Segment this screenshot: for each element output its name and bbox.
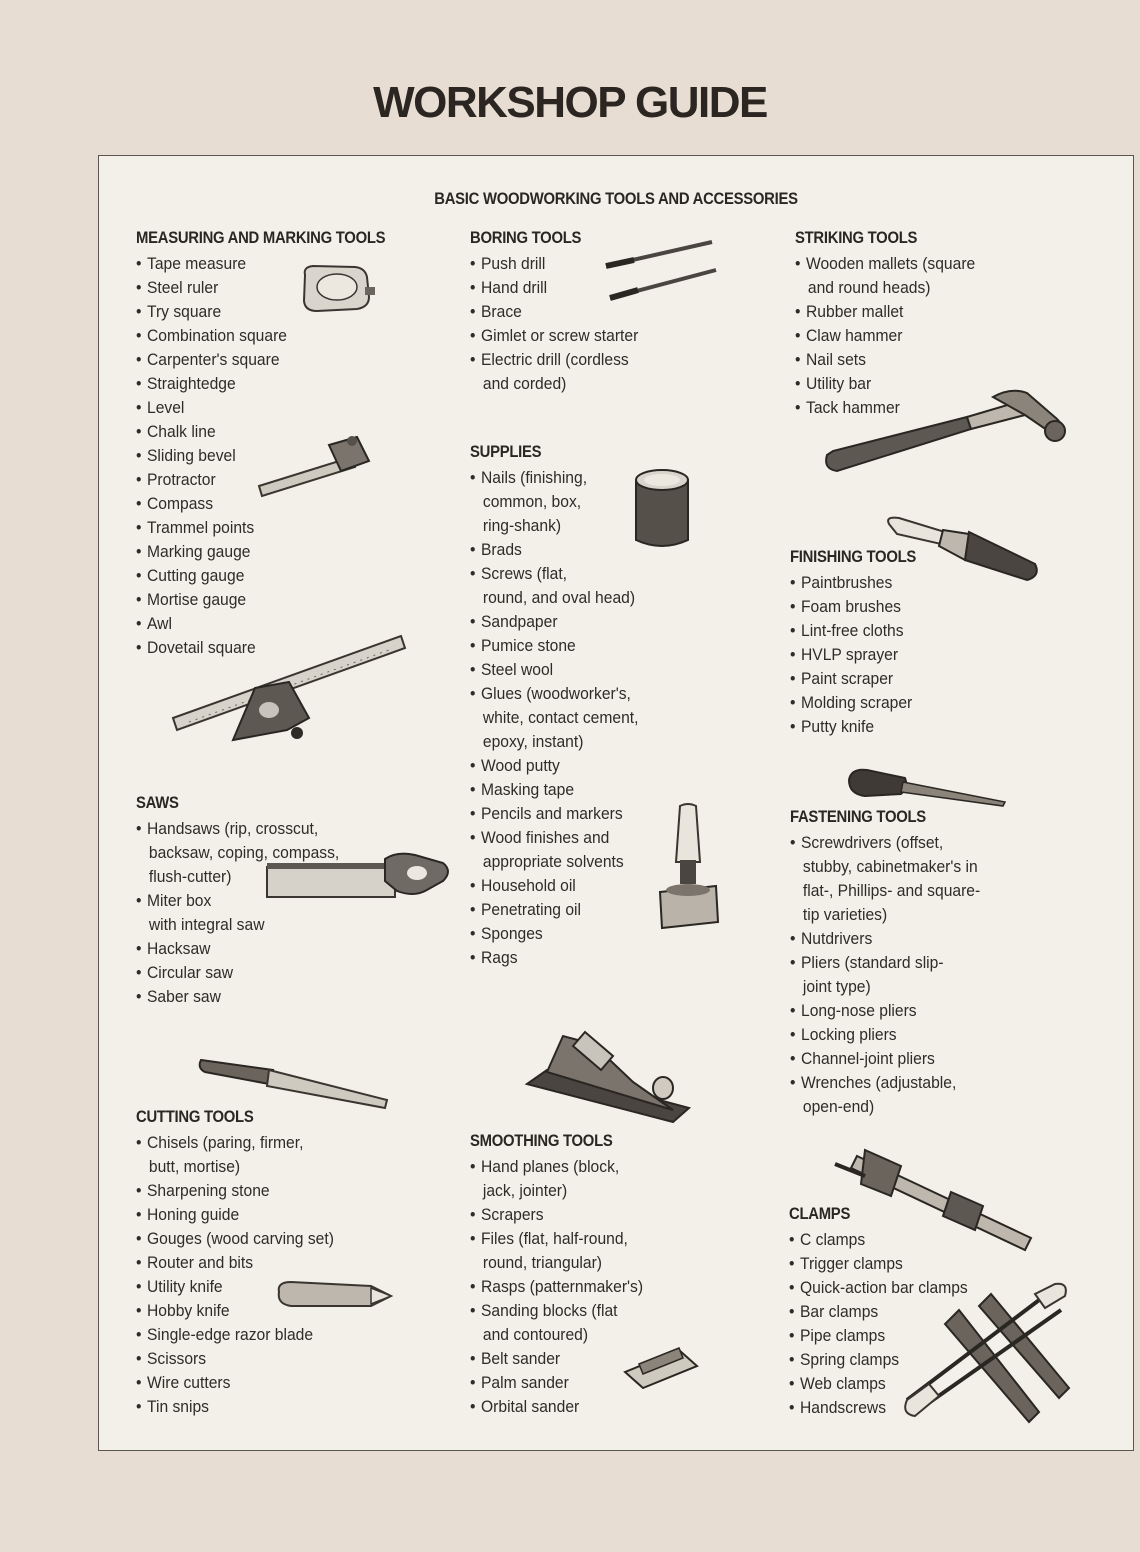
list-item: • Channel-joint pliers: [790, 1047, 980, 1071]
list-item: • Awl: [136, 612, 391, 636]
utility-knife-icon: [275, 1276, 395, 1310]
list-item-continuation: with integral saw: [148, 915, 265, 934]
list-item-continuation: and corded): [482, 374, 567, 393]
list-item: • Handsaws (rip, crosscut,: [136, 817, 339, 841]
push-drill-icon: [604, 238, 719, 300]
list-item: • C clamps: [789, 1228, 968, 1252]
list-item: • Steel wool: [470, 658, 638, 682]
list-item: • Trammel points: [136, 516, 391, 540]
list-item-continuation: joint type): [802, 977, 871, 996]
list-item: • Tin snips: [136, 1395, 334, 1419]
list-item: • Miter box: [136, 889, 339, 913]
list-item: • Honing guide: [136, 1203, 334, 1227]
section-supplies: [470, 443, 653, 970]
list-item: • Router and bits: [136, 1251, 334, 1275]
list-item: • Penetrating oil: [470, 898, 638, 922]
list-item-continuation: appropriate solvents: [482, 852, 624, 871]
list-item: • Protractor: [136, 468, 391, 492]
list-item: • Rasps (patternmaker's): [470, 1275, 643, 1299]
list-item: • Single-edge razor blade: [136, 1323, 334, 1347]
list-item-continuation: and contoured): [482, 1325, 589, 1344]
list-item: • Molding scraper: [790, 691, 919, 715]
list-item: • Bar clamps: [789, 1300, 968, 1324]
list-item: • Rubber mallet: [795, 300, 975, 324]
list-item: • Trigger clamps: [789, 1252, 968, 1276]
list-item: • Sandpaper: [470, 610, 638, 634]
list-item: • Putty knife: [790, 715, 919, 739]
list-item: • Screwdrivers (offset,: [790, 831, 980, 855]
bar-clamp-icon: [831, 1146, 1041, 1256]
list-item: • Scissors: [136, 1347, 334, 1371]
list-item-continuation: stubby, cabinetmaker's in: [802, 857, 978, 876]
list-item-continuation: backsaw, coping, compass,: [148, 843, 340, 862]
list-item: • Electric drill (cordless: [470, 348, 638, 372]
list-item: • Nail sets: [795, 348, 975, 372]
list-item: • Steel ruler: [136, 276, 391, 300]
paintbrush-icon: [885, 512, 1045, 594]
list-item: • Wire cutters: [136, 1371, 334, 1395]
list-item: • Wood finishes and: [470, 826, 638, 850]
list-item: • Foam brushes: [790, 595, 919, 619]
sanding-block-icon: [621, 1342, 701, 1392]
list-item-continuation: ring-shank): [482, 516, 562, 535]
list-item: • HVLP sprayer: [790, 643, 919, 667]
cutting-list: [136, 1131, 351, 1419]
list-item: • Brace: [470, 300, 638, 324]
list-item: • Screws (flat,: [470, 562, 638, 586]
list-item: • Palm sander: [470, 1371, 643, 1395]
list-item: • Sanding blocks (flat: [470, 1299, 643, 1323]
list-item: • Masking tape: [470, 778, 638, 802]
section-heading: CUTTING TOOLS: [136, 1108, 254, 1126]
list-item: • Chalk line: [136, 420, 391, 444]
section-heading: FINISHING TOOLS: [790, 548, 917, 566]
list-item: • Hacksaw: [136, 937, 339, 961]
list-item: • Web clamps: [789, 1372, 968, 1396]
list-item-continuation: white, contact cement,: [482, 708, 639, 727]
section-heading: FASTENING TOOLS: [790, 808, 926, 826]
list-item: • Handscrews: [789, 1396, 968, 1420]
paint-can-icon: [632, 466, 692, 552]
section-heading: STRIKING TOOLS: [795, 229, 918, 247]
section-heading: SAWS: [136, 794, 179, 812]
list-item-continuation: flush-cutter): [148, 867, 232, 886]
list-item: • Pipe clamps: [789, 1324, 968, 1348]
list-item: • Wrenches (adjustable,: [790, 1071, 980, 1095]
list-item: • Utility bar: [795, 372, 975, 396]
list-item: • Marking gauge: [136, 540, 391, 564]
list-item: • Spring clamps: [789, 1348, 968, 1372]
list-item-continuation: tip varieties): [802, 905, 888, 924]
fastening-list: [790, 831, 997, 1119]
list-item: • Hand planes (block,: [470, 1155, 643, 1179]
hand-plane-icon: [523, 1026, 693, 1130]
list-item: • Rags: [470, 946, 638, 970]
list-item-continuation: round, and oval head): [482, 588, 636, 607]
guide-subtitle: BASIC WOODWORKING TOOLS AND ACCESSORIES: [434, 190, 798, 208]
list-item-continuation: round, triangular): [482, 1253, 602, 1272]
section-heading: CLAMPS: [789, 1205, 851, 1223]
list-item: • Quick-action bar clamps: [789, 1276, 968, 1300]
list-item: • Saber saw: [136, 985, 339, 1009]
list-item: • Paint scraper: [790, 667, 919, 691]
list-item: • Gouges (wood carving set): [136, 1227, 334, 1251]
list-item: • Tape measure: [136, 252, 391, 276]
page-title: WORKSHOP GUIDE: [373, 78, 767, 127]
marking-gauge-icon: [257, 431, 377, 503]
list-item: • Push drill: [470, 252, 638, 276]
list-item: • Carpenter's square: [136, 348, 391, 372]
list-item: • Pliers (standard slip-: [790, 951, 980, 975]
list-item: • Nails (finishing,: [470, 466, 638, 490]
oil-bottle-icon: [654, 802, 726, 930]
list-item: • Compass: [136, 492, 391, 516]
section-heading: SMOOTHING TOOLS: [470, 1132, 613, 1150]
list-item-continuation: flat-, Phillips- and square-: [802, 881, 981, 900]
finishing-list: [790, 571, 930, 739]
guide-panel: [98, 155, 1134, 1451]
list-item: • Hobby knife: [136, 1299, 334, 1323]
tape-measure-icon: [297, 261, 382, 321]
list-item: • Mortise gauge: [136, 588, 391, 612]
screwdriver-icon: [845, 766, 1011, 810]
list-item: • Circular saw: [136, 961, 339, 985]
list-item: • Orbital sander: [470, 1395, 643, 1419]
backsaw-icon: [265, 851, 455, 909]
list-item: • Try square: [136, 300, 391, 324]
list-item: • Lint-free cloths: [790, 619, 919, 643]
list-item: • Locking pliers: [790, 1023, 980, 1047]
list-item: • Belt sander: [470, 1347, 643, 1371]
list-item: • Long-nose pliers: [790, 999, 980, 1023]
list-item: • Utility knife: [136, 1275, 334, 1299]
list-item: • Sliding bevel: [136, 444, 391, 468]
list-item-continuation: jack, jointer): [482, 1181, 568, 1200]
list-item: • Pencils and markers: [470, 802, 638, 826]
list-item: • Wooden mallets (square: [795, 252, 975, 276]
list-item: • Chisels (paring, firmer,: [136, 1131, 334, 1155]
list-item: • Glues (woodworker's,: [470, 682, 638, 706]
list-item: • Straightedge: [136, 372, 391, 396]
claw-hammer-icon: [821, 389, 1071, 479]
list-item: • Files (flat, half-round,: [470, 1227, 643, 1251]
list-item: • Wood putty: [470, 754, 638, 778]
list-item-continuation: open-end): [802, 1097, 875, 1116]
section-heading: SUPPLIES: [470, 443, 542, 461]
list-item: • Scrapers: [470, 1203, 643, 1227]
list-item-continuation: epoxy, instant): [482, 732, 584, 751]
chisel-icon: [197, 1054, 392, 1112]
list-item: • Household oil: [470, 874, 638, 898]
list-item: • Paintbrushes: [790, 571, 919, 595]
list-item: • Pumice stone: [470, 634, 638, 658]
section-heading: MEASURING AND MARKING TOOLS: [136, 229, 386, 247]
list-item: • Nutdrivers: [790, 927, 980, 951]
section-cutting: [136, 1108, 351, 1419]
list-item: • Hand drill: [470, 276, 638, 300]
list-item: • Dovetail square: [136, 636, 391, 660]
saws-list: [136, 817, 357, 1009]
list-item: • Cutting gauge: [136, 564, 391, 588]
list-item-continuation: and round heads): [807, 278, 931, 297]
list-item-continuation: butt, mortise): [148, 1157, 241, 1176]
section-heading: BORING TOOLS: [470, 229, 582, 247]
list-item: • Level: [136, 396, 391, 420]
handscrew-icon: [905, 1280, 1075, 1430]
list-item: • Claw hammer: [795, 324, 975, 348]
list-item: • Gimlet or screw starter: [470, 324, 638, 348]
list-item: • Tack hammer: [795, 396, 975, 420]
list-item-continuation: common, box,: [482, 492, 582, 511]
list-item: • Sponges: [470, 922, 638, 946]
list-item: • Combination square: [136, 324, 391, 348]
list-item: • Sharpening stone: [136, 1179, 334, 1203]
list-item: • Brads: [470, 538, 638, 562]
combination-square-icon: [169, 632, 409, 747]
supplies-list: [470, 466, 653, 970]
section-fastening: [790, 808, 997, 1119]
